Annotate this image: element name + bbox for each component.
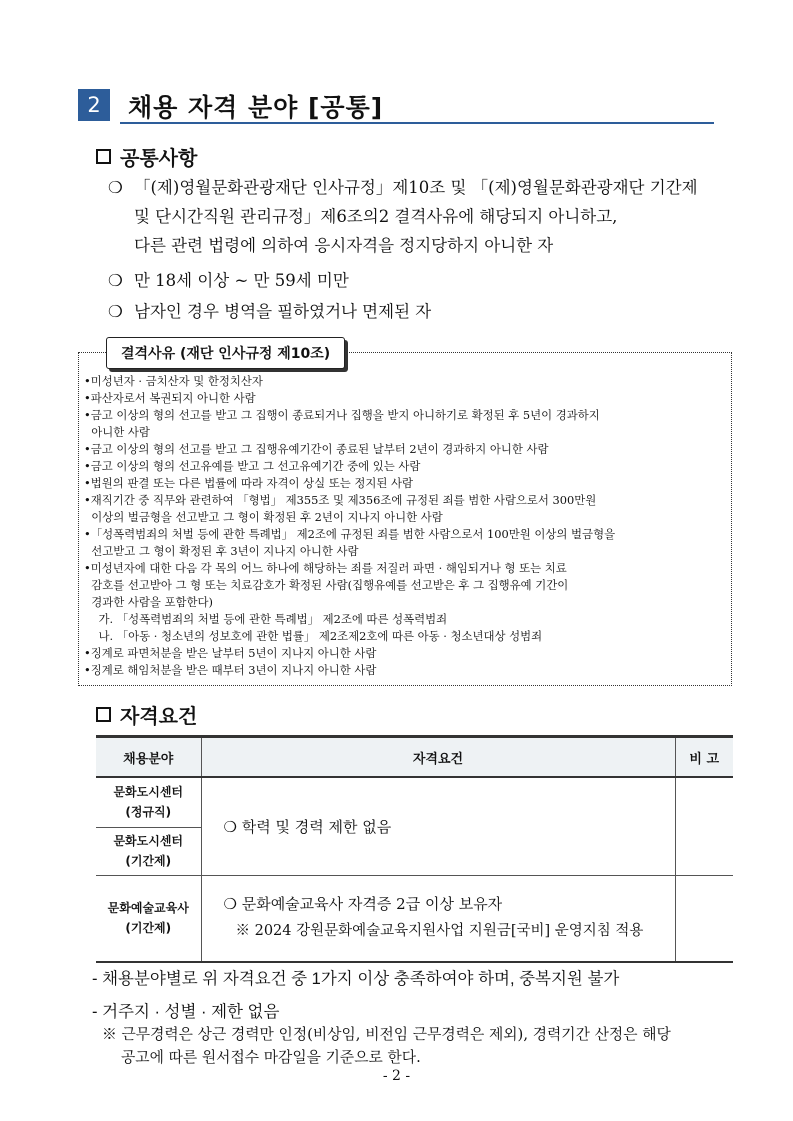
remark-cell	[675, 777, 733, 875]
dq-line: •금고 이상의 형의 선고를 받고 그 집행이 종료되거나 집행을 받지 아니하기로 확정된 후 5년이 경과하지	[84, 408, 600, 422]
field-type: (정규직)	[125, 805, 172, 820]
dq-line: •징계로 해임처분을 받은 때부터 3년이 지나지 아니한 사람	[84, 663, 377, 677]
column-header: 자격요건	[201, 737, 675, 778]
requirement-note: ※ 2024 강원문화예술교육지원사업 지원금[국비] 운영지침 적용	[235, 923, 644, 940]
section-title: 채용 자격 분야 [공통]	[128, 93, 384, 122]
dq-line: 경과한 사람을 포함한다)	[84, 595, 213, 609]
field-name: 문화도시센터	[113, 785, 184, 800]
table-header-row	[96, 737, 733, 778]
note-line-4: 공고에 따른 원서접수 마감일을 기준으로 한다.	[121, 1049, 421, 1066]
circle-bullet-icon: ❍	[108, 271, 123, 290]
section-number: 2	[78, 89, 110, 121]
dq-line: •미성년자 · 금치산자 및 한정치산자	[84, 374, 263, 388]
dq-line: •금고 이상의 형의 선고유예를 받고 그 선고유예기간 중에 있는 사람	[84, 459, 421, 473]
dq-line: •「성폭력범죄의 처벌 등에 관한 특례법」 제2조에 규정된 죄를 범한 사람으로서 100만원 이상의 벌금형을	[84, 527, 616, 541]
column-header: 채용분야	[96, 737, 201, 778]
common-item-3-line-1: 남자인 경우 병역을 필하였거나 면제된 자	[134, 302, 432, 321]
dq-line: •파산자로서 복권되지 아니한 사람	[84, 391, 256, 405]
requirement-cell	[201, 875, 675, 962]
note-line-2: - 거주지 · 성별 · 제한 없음	[92, 1003, 280, 1021]
column-header: 비 고	[675, 737, 733, 778]
common-item-1-line-3: 다른 관련 법령에 의하여 응시자격을 정지당하지 아니한 자	[134, 236, 554, 255]
checkbox-square-icon	[96, 149, 111, 164]
checkbox-square-icon	[96, 707, 111, 722]
field-cell	[96, 875, 201, 962]
disqualification-label: 결격사유 (재단 인사규정 제10조)	[106, 337, 345, 369]
section-divider	[120, 122, 714, 124]
dq-line: •금고 이상의 형의 선고를 받고 그 집행유예기간이 종료된 날부터 2년이 경과하지 아니한 사람	[84, 442, 549, 456]
dq-line: 감호를 선고받아 그 형 또는 치료감호가 확정된 사람(집행유예를 선고받은 후 그 집행유예 기간이	[84, 578, 569, 592]
dq-line: •징계로 파면처분을 받은 날부터 5년이 지나지 아니한 사람	[84, 646, 377, 660]
section-header	[78, 88, 714, 124]
dq-line: 아니한 사람	[84, 425, 150, 439]
qualification-heading-text: 자격요건	[120, 704, 198, 728]
common-item-1-line-2: 및 단시간직원 관리규정」제6조의2 결격사유에 해당되지 아니하고,	[134, 207, 618, 226]
table-row	[96, 875, 733, 962]
disqualification-list	[84, 373, 729, 679]
dq-line: 가. 「성폭력범죄의 처벌 등에 관한 특례법」 제2조에 따른 성폭력범죄	[84, 612, 448, 626]
requirement-cell	[201, 777, 675, 875]
circle-bullet-icon: ❍	[108, 178, 123, 197]
remark-cell	[675, 875, 733, 962]
field-name: 문화도시센터	[113, 834, 184, 848]
qualification-heading	[96, 700, 197, 729]
dq-line: 나. 「아동 · 청소년의 성보호에 관한 법률」 제2조제2호에 따른 아동 · 청소년대상 성범죄	[84, 629, 543, 643]
dq-line: •재직기간 중 직무와 관련하여 「형법」 제355조 및 제356조에 규정된 죄를 범한 사람으로서 300만원	[84, 493, 597, 507]
common-item-2-line-1: 만 18세 이상 ~ 만 59세 미만	[134, 271, 349, 290]
circle-bullet-icon: ❍	[108, 302, 123, 321]
dq-line: 이상의 벌금형을 선고받고 그 형이 확정된 후 2년이 지나지 아니한 사람	[84, 510, 443, 524]
requirement-text: ❍ 문화예술교육사 자격증 2급 이상 보유자	[223, 895, 503, 914]
table-row	[96, 777, 733, 827]
field-cell	[96, 777, 201, 827]
requirement-text: ❍ 학력 및 경력 제한 없음	[223, 817, 392, 836]
qualification-table	[96, 735, 733, 963]
field-cell	[96, 827, 201, 875]
field-type: (기간제)	[125, 921, 172, 936]
dq-line: •법원의 판결 또는 다른 법률에 따라 자격이 상실 또는 정지된 사람	[84, 476, 414, 490]
note-line-1: - 채용분야별로 위 자격요건 중 1가지 이상 충족하여야 하며, 중복지원 불가	[92, 970, 620, 988]
common-item-1-line-1: 「(제)영월문화관광재단 인사규정」제10조 및 「(제)영월문화관광재단 기간제	[134, 178, 698, 197]
common-heading	[96, 142, 197, 171]
dq-line: 선고받고 그 형이 확정된 후 3년이 지나지 아니한 사람	[84, 544, 359, 558]
field-type: (기간제)	[125, 854, 172, 868]
common-heading-text: 공통사항	[120, 146, 198, 170]
field-name: 문화예술교육사	[107, 901, 189, 916]
dq-line: •미성년자에 대한 다음 각 목의 어느 하나에 해당하는 죄를 저질러 파면 · 해임되거나 형 또는 치료	[84, 561, 567, 575]
page-number: - 2 -	[382, 1068, 411, 1084]
note-line-3: ※ 근무경력은 상근 경력만 인정(비상임, 비전임 근무경력은 제외), 경력기간 산정은 해당	[102, 1026, 671, 1043]
